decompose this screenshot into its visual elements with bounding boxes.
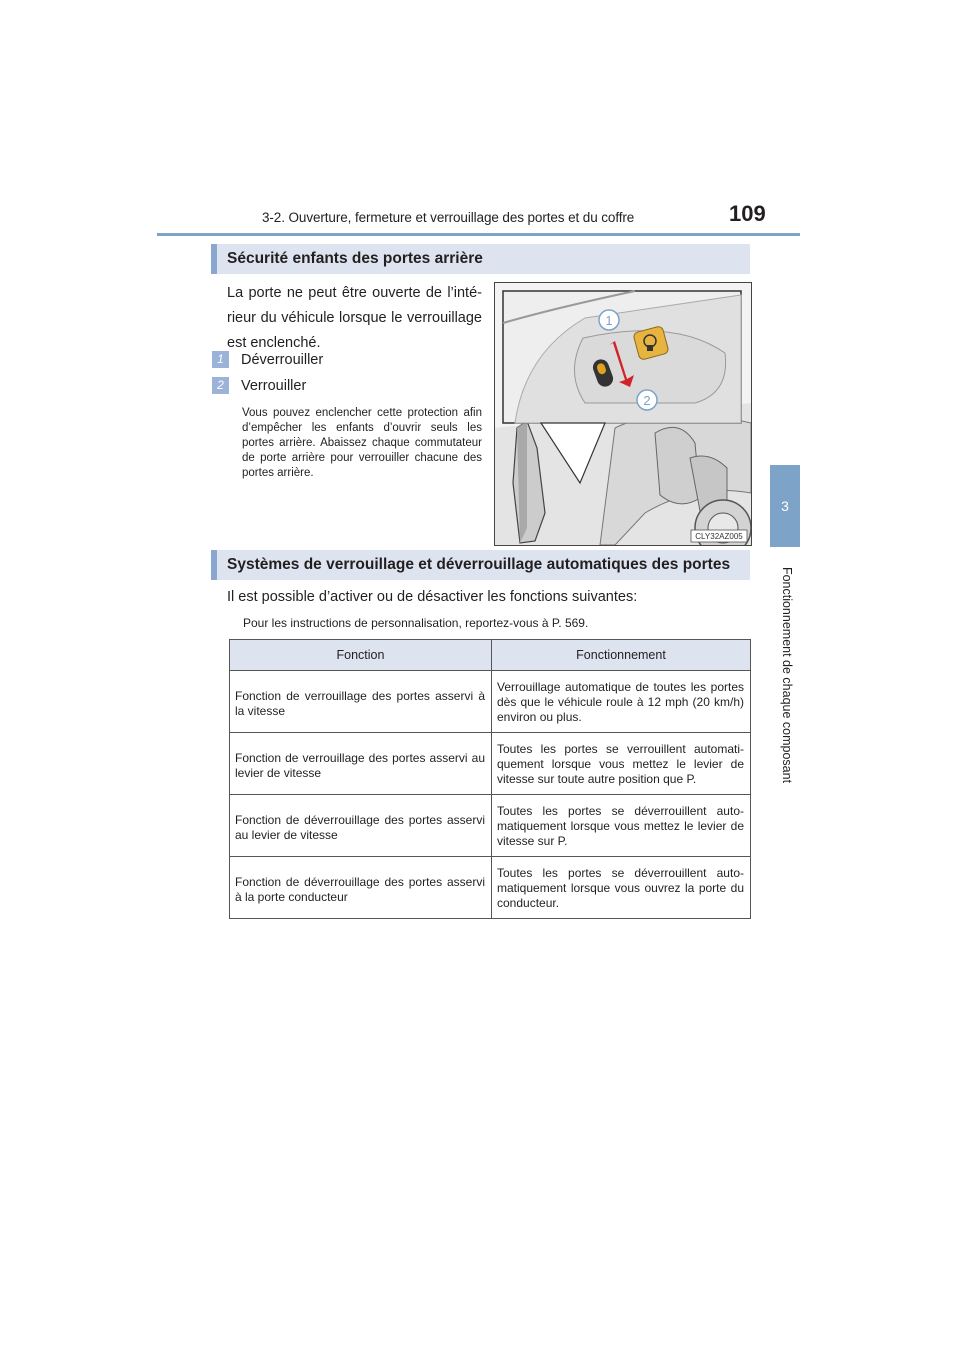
table-cell-operation: Toutes les portes se déverrouillent automatiquement lorsque vous mettez le levier de vitesse sur P. <box>497 804 744 848</box>
running-header-title: 3-2. Ouverture, fermeture et verrouillage des portes et du coffre <box>262 210 635 225</box>
table-row <box>230 857 751 919</box>
chapter-tab-text: Fonctionnement de chaque composant <box>780 566 794 784</box>
table-header-row <box>230 640 751 671</box>
section-heading-auto-lock: Systèmes de verrouillage et déverrouillage automatiques des portes <box>211 550 750 580</box>
chapter-tab-number: 3 <box>781 498 789 514</box>
list-item-unlock <box>212 351 323 369</box>
chapter-tab[interactable] <box>770 465 800 547</box>
section-heading-child-safety: Sécurité enfants des portes arrière <box>211 244 750 274</box>
table-row <box>230 671 751 733</box>
table-cell-function: Fonction de verrouillage des portes asservi à la vitesse <box>235 689 485 718</box>
table-cell-function: Fonction de verrouillage des portes asservi au levier de vitesse <box>235 751 485 780</box>
table-cell-operation: Verrouillage automatique de toutes les portes dès que le véhicule roule à 12 mph (20 km/h) environ ou plus. <box>497 680 744 724</box>
auto-lock-functions-table <box>229 639 751 919</box>
figure-callout-1: 1 <box>605 313 613 328</box>
item-label-lock: Verrouiller <box>241 377 307 394</box>
callout-number-2: 2 <box>212 377 229 394</box>
figure-code: CLY32AZ005 <box>695 532 743 541</box>
table-row <box>230 733 751 795</box>
child-lock-intro: La porte ne peut être ouverte de l’intérieur du véhicule lorsque le verrouillage est enclenché. <box>227 285 482 351</box>
table-row <box>230 795 751 857</box>
callout-number-1: 1 <box>212 351 229 368</box>
child-lock-note: Vous pouvez enclencher cette protection afin d’empêcher les enfants d’ouvrir seuls les portes arrière. Abaissez chaque commutateur de porte arrière pour verrouiller chacune des portes arrière. <box>242 407 482 479</box>
table-cell-function: Fonction de déverrouillage des portes asservi au levier de vitesse <box>235 813 485 842</box>
column-header-operation: Fonctionnement <box>492 640 751 671</box>
rear-door-illustration <box>495 283 751 545</box>
child-lock-figure <box>494 282 752 546</box>
auto-lock-lead: Il est possible d’activer ou de désactiver les fonctions suivantes: <box>227 589 638 605</box>
figure-callout-2: 2 <box>643 393 651 408</box>
auto-lock-customization-note: Pour les instructions de personnalisation, reportez-vous à P. 569. <box>243 616 589 630</box>
list-item-lock <box>212 377 306 395</box>
table-cell-operation: Toutes les portes se verrouillent automatiquement lorsque vous mettez le levier de vitesse sur toute autre position que P. <box>497 742 744 786</box>
header-rule <box>157 233 800 236</box>
column-header-function: Fonction <box>230 640 492 671</box>
table-cell-function: Fonction de déverrouillage des portes asservi à la porte conducteur <box>235 875 485 904</box>
page-number: 109 <box>729 201 766 226</box>
table-cell-operation: Toutes les portes se déverrouillent automatiquement lorsque vous ouvrez la porte du conducteur. <box>497 866 744 910</box>
item-label-unlock: Déverrouiller <box>241 351 324 368</box>
